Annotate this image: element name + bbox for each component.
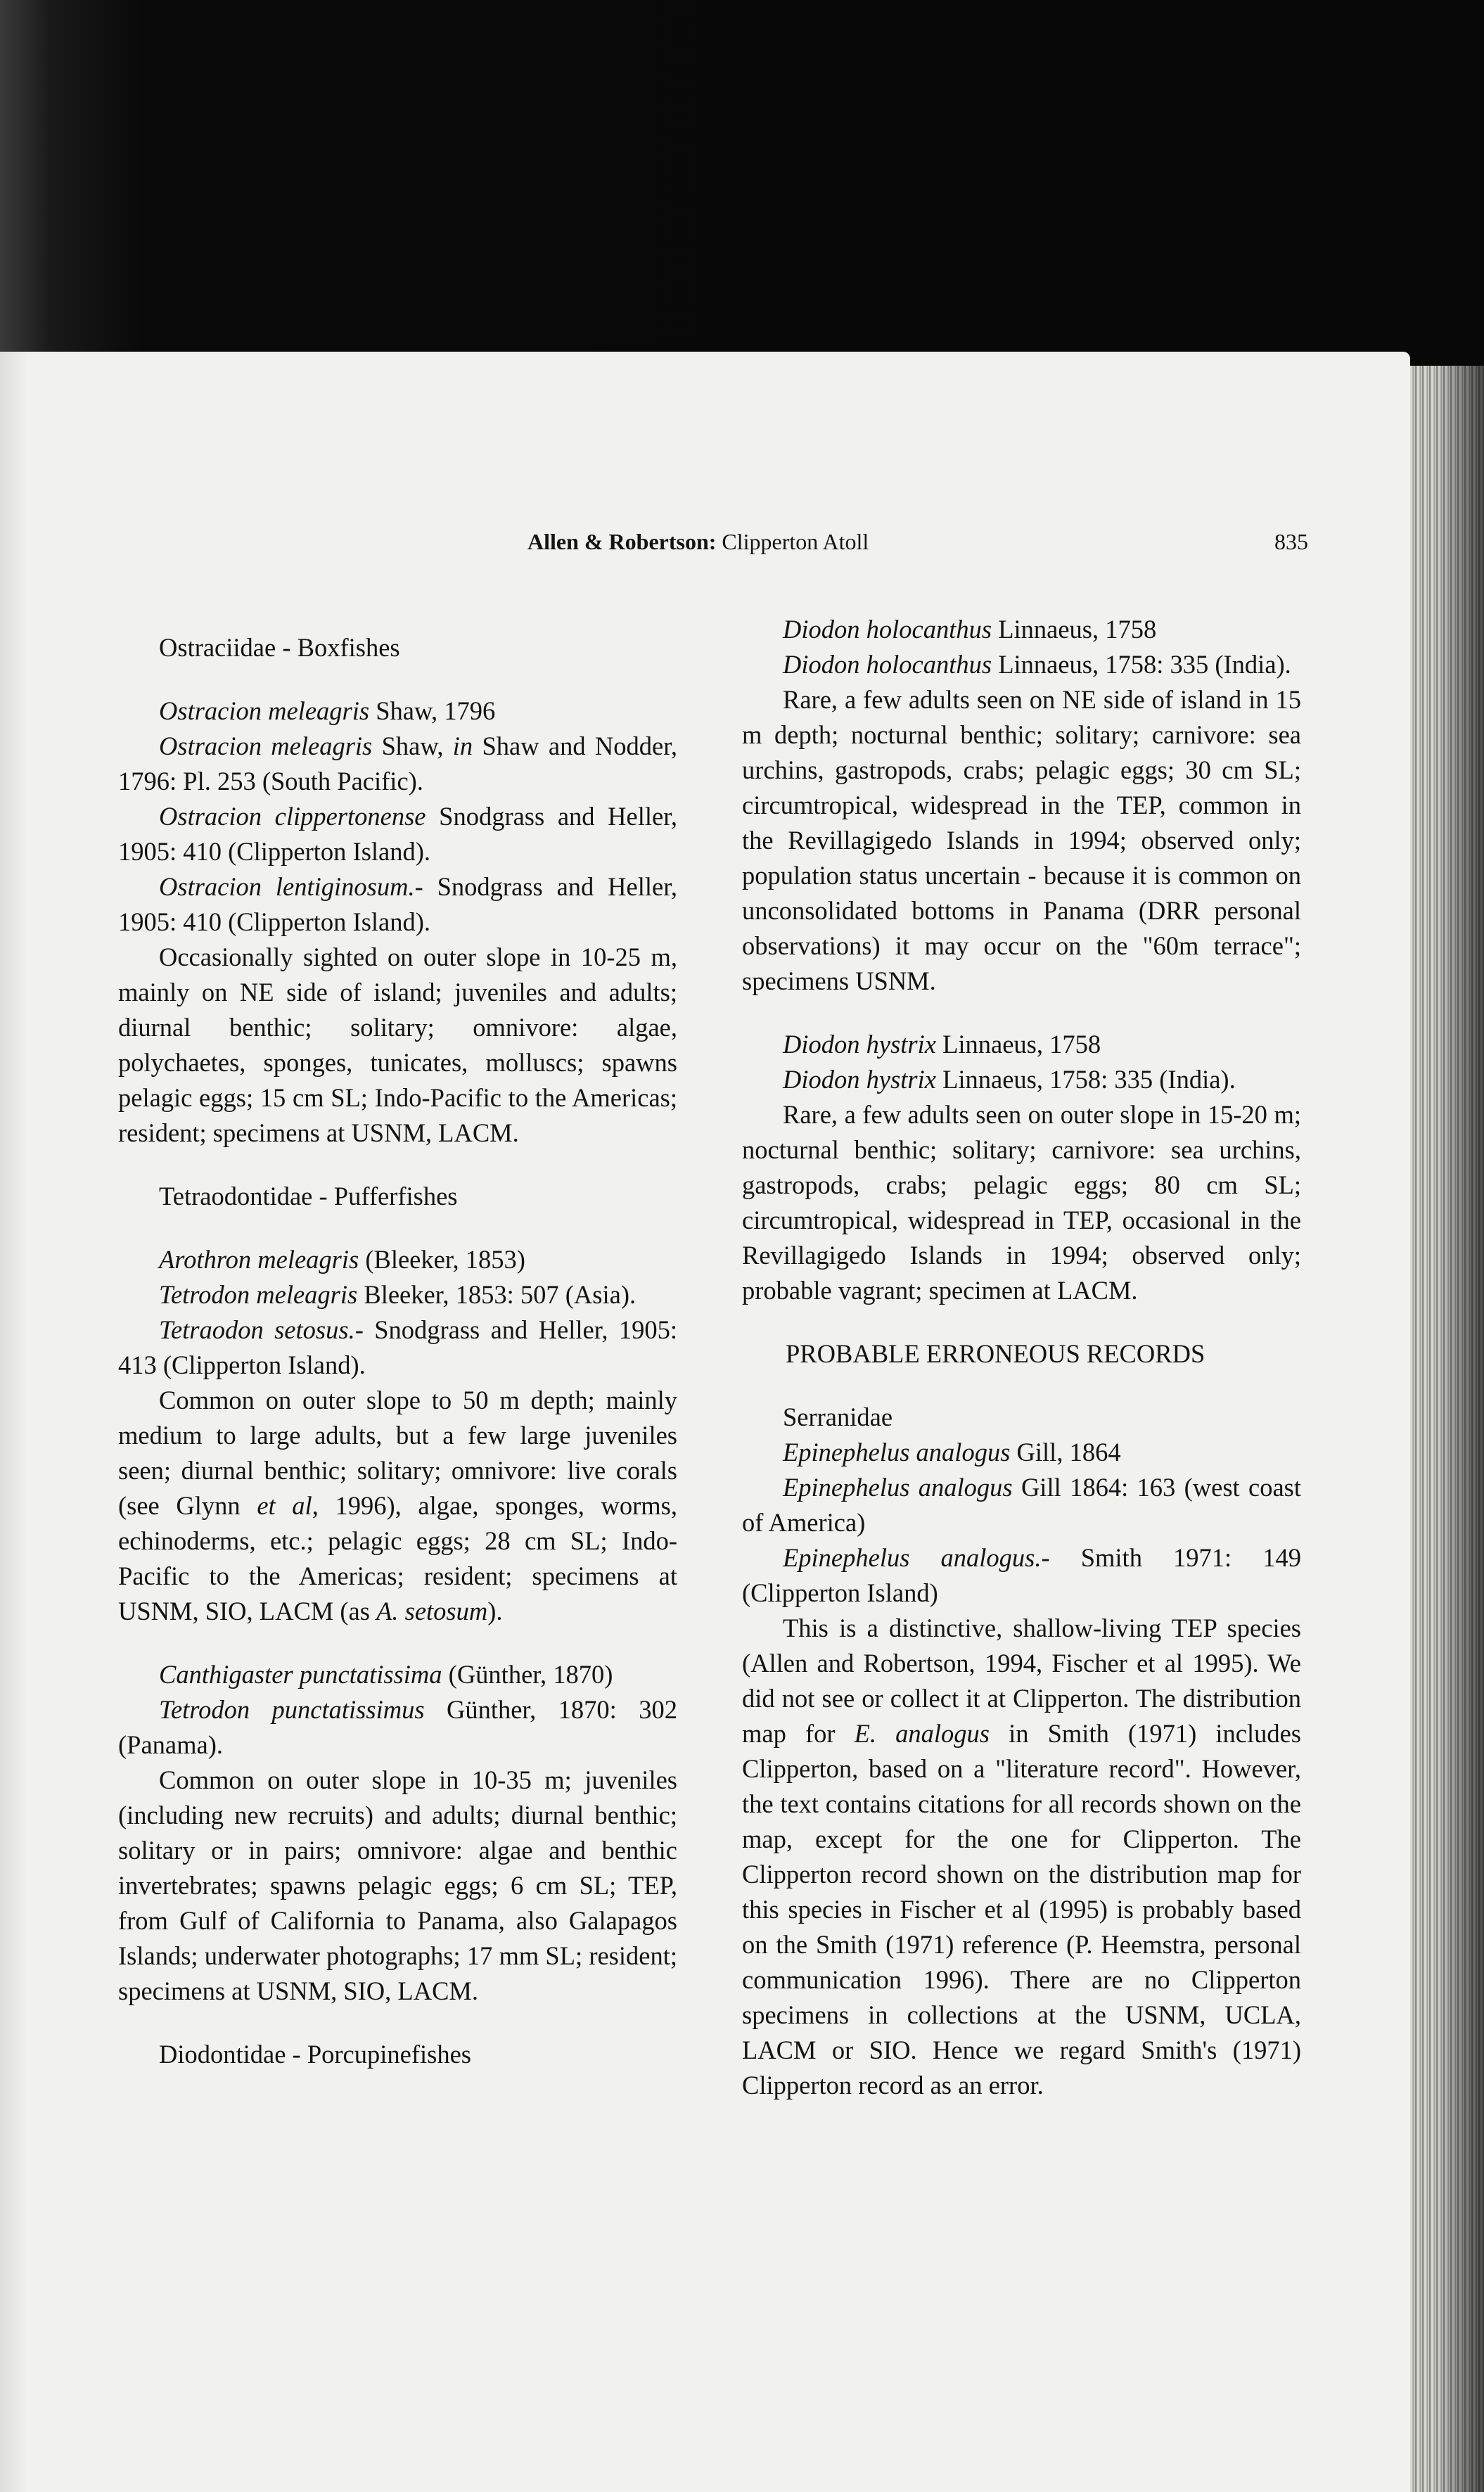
synonym-entry [742,1062,1301,1097]
family-heading: Tetraodontidae - Pufferfishes [159,1182,458,1210]
synonym-citation: Gill 1864: 163 (west coast of America) [742,1473,1302,1537]
species-authority: Linnaeus, 1758 [942,1030,1101,1059]
species-authority: (Günther, 1870) [448,1660,613,1689]
species-name: Arothron meleagris [159,1245,359,1274]
synonym-citation: - Snodgrass and Heller, 1905: 410 (Clipperton Island). [118,872,678,936]
synonym-name: Epinephelus analogus. [783,1543,1042,1572]
species-authority: Gill, 1864 [1016,1438,1121,1467]
synonym-entry [118,799,677,869]
synonym-entry [118,1692,677,1763]
page-edge-shadow [1435,366,1484,2492]
synonym-name: Ostracion lentiginosum. [159,872,415,901]
left-column [118,612,677,2072]
species-heading [742,1435,1301,1470]
synonym-in: in [452,731,473,760]
header-journal: Clipperton Atoll [722,529,869,554]
synonym-entry [118,869,677,940]
header-authors: Allen & Robertson: [527,529,717,554]
species-authority: Shaw, 1796 [376,696,496,725]
synonym-citation: Shaw and Nodder, 1796: Pl. 253 (South Pacific). [118,731,678,795]
species-name: Canthigaster punctatissima [159,1660,442,1689]
dark-background [0,0,1484,394]
species-description: Rare, a few adults seen on outer slope in 15-20 m; nocturnal benthic; solitary; carnivore: sea urchins, gastropods, crabs; pelagic eggs; 80 cm SL; circumtropical, widespread in TEP, occasional in the Revillagigedo Islands in 1994; observed only; probable vagrant; specimen at LACM. [742,1100,1301,1305]
description-text: This is a distinctive, shallow-living TEP species (Allen and Robertson, 1994, Fischer et al 1995). We did not see or collect it at Clipperton. The distribution map for [742,1614,1301,1748]
synonym-entry [118,729,677,799]
description-italic: A. setosum [376,1597,488,1625]
species-heading [742,1027,1301,1062]
species-description [742,1611,1301,2103]
running-header [113,529,1308,560]
synonym-authority: Shaw, [381,731,444,760]
synonym-citation: - Smith 1971: 149 (Clipperton Island) [742,1543,1301,1607]
species-description: Common on outer slope in 10-35 m; juveniles (including new recruits) and adults; diurnal benthic; solitary or in pairs; omnivore: algae and benthic invertebrates; spawns pelagic eggs; 6 cm SL; TEP, from Gulf of California to Panama, also Galapagos Islands; underwater photographs; 17 mm SL; resident; specimens at USNM, SIO, LACM. [118,1765,677,2005]
synonym-citation: Bleeker, 1853: 507 (Asia). [364,1280,637,1309]
family-heading: Ostraciidae - Boxfishes [159,633,400,662]
species-name: Diodon holocanthus [783,615,992,644]
description-text: in Smith (1971) includes Clipperton, based on a "literature record". However, the text contains citations for all records shown on the map, except for the one for Clipperton. The Clipperton record shown on the distribution map for this species in Fischer et al (1995) is probably based on the Smith (1971) reference (P. Heemstra, personal communication 1996). There are no Clipperton specimens in collections at the USNM, UCLA, LACM or SIO. Hence we regard Smith's (1971) Clipperton record as an error. [742,1719,1301,2100]
species-heading [742,612,1301,647]
synonym-name: Tetrodon punctatissimus [159,1695,425,1724]
species-name: Diodon hystrix [783,1030,936,1059]
synonym-citation: Linnaeus, 1758: 335 (India). [942,1065,1236,1094]
synonym-entry [742,1540,1301,1611]
synonym-citation: Linnaeus, 1758: 335 (India). [998,650,1291,679]
synonym-entry [742,647,1301,682]
page-number: 835 [1274,529,1308,554]
species-heading [118,694,677,729]
synonym-citation: Snodgrass and Heller, 1905: 410 (Clipperton Island). [118,802,678,866]
right-column [742,612,1301,2103]
synonym-entry [742,1470,1301,1540]
description-italic: E. analogus [854,1719,990,1748]
family-heading: Serranidae [783,1402,893,1431]
synonym-entry [118,1312,677,1383]
species-name: Epinephelus analogus [783,1438,1011,1467]
description-text: Common on outer slope to 50 m depth; mainly medium to large adults, but a few large juveniles seen; diurnal benthic; solitary; omnivore: live corals (see Glynn [118,1386,677,1520]
synonym-name: Epinephelus analogus [783,1473,1013,1502]
synonym-citation: Günther, 1870: 302 (Panama). [118,1695,677,1759]
synonym-name: Tetraodon setosus. [159,1315,355,1344]
synonym-name: Ostracion meleagris [159,731,373,760]
et-al: et al [257,1491,312,1520]
species-heading [118,1657,677,1692]
synonym-name: Ostracion clippertonense [159,802,426,831]
species-description: Occasionally sighted on outer slope in 10-25 m, mainly on NE side of island; juveniles and adults; diurnal benthic; solitary; omnivore: algae, polychaetes, sponges, tunicates, molluscs; spawns pelagic eggs; 15 cm SL; Indo-Pacific to the Americas; resident; specimens at USNM, LACM. [118,943,677,1147]
species-authority: Linnaeus, 1758 [998,615,1157,644]
species-description [118,1383,677,1629]
section-title: PROBABLE ERRONEOUS RECORDS [786,1339,1205,1368]
description-text: , 1996), algae, sponges, worms, echinoderms, etc.; pelagic eggs; 28 cm SL; Indo-Pacific to the Americas; resident; specimens at USNM, SIO, LACM (as [118,1491,678,1625]
family-heading: Diodontidae - Porcupinefishes [159,2040,471,2069]
header-title [527,529,869,555]
page-gutter-shadow [0,352,28,2492]
synonym-entry [118,1277,677,1312]
species-name: Ostracion meleagris [159,696,370,725]
synonym-name: Tetrodon meleagris [159,1280,358,1309]
species-description: Rare, a few adults seen on NE side of island in 15 m depth; nocturnal benthic; solitary; carnivore: sea urchins, gastropods, crabs; pelagic eggs; 30 cm SL; circumtropical, widespread in the TEP, common in the Revillagigedo Islands in 1994; observed only; population status uncertain - because it is common on unconsolidated bottoms in Panama (DRR personal observations) it may occur on the "60m terrace"; specimens USNM. [742,685,1301,995]
description-text: ). [487,1597,503,1625]
synonym-citation: - Snodgrass and Heller, 1905: 413 (Clipperton Island). [118,1315,678,1379]
species-authority: (Bleeker, 1853) [365,1245,525,1274]
synonym-name: Diodon holocanthus [783,650,992,679]
species-heading [118,1242,677,1277]
synonym-name: Diodon hystrix [783,1065,936,1094]
